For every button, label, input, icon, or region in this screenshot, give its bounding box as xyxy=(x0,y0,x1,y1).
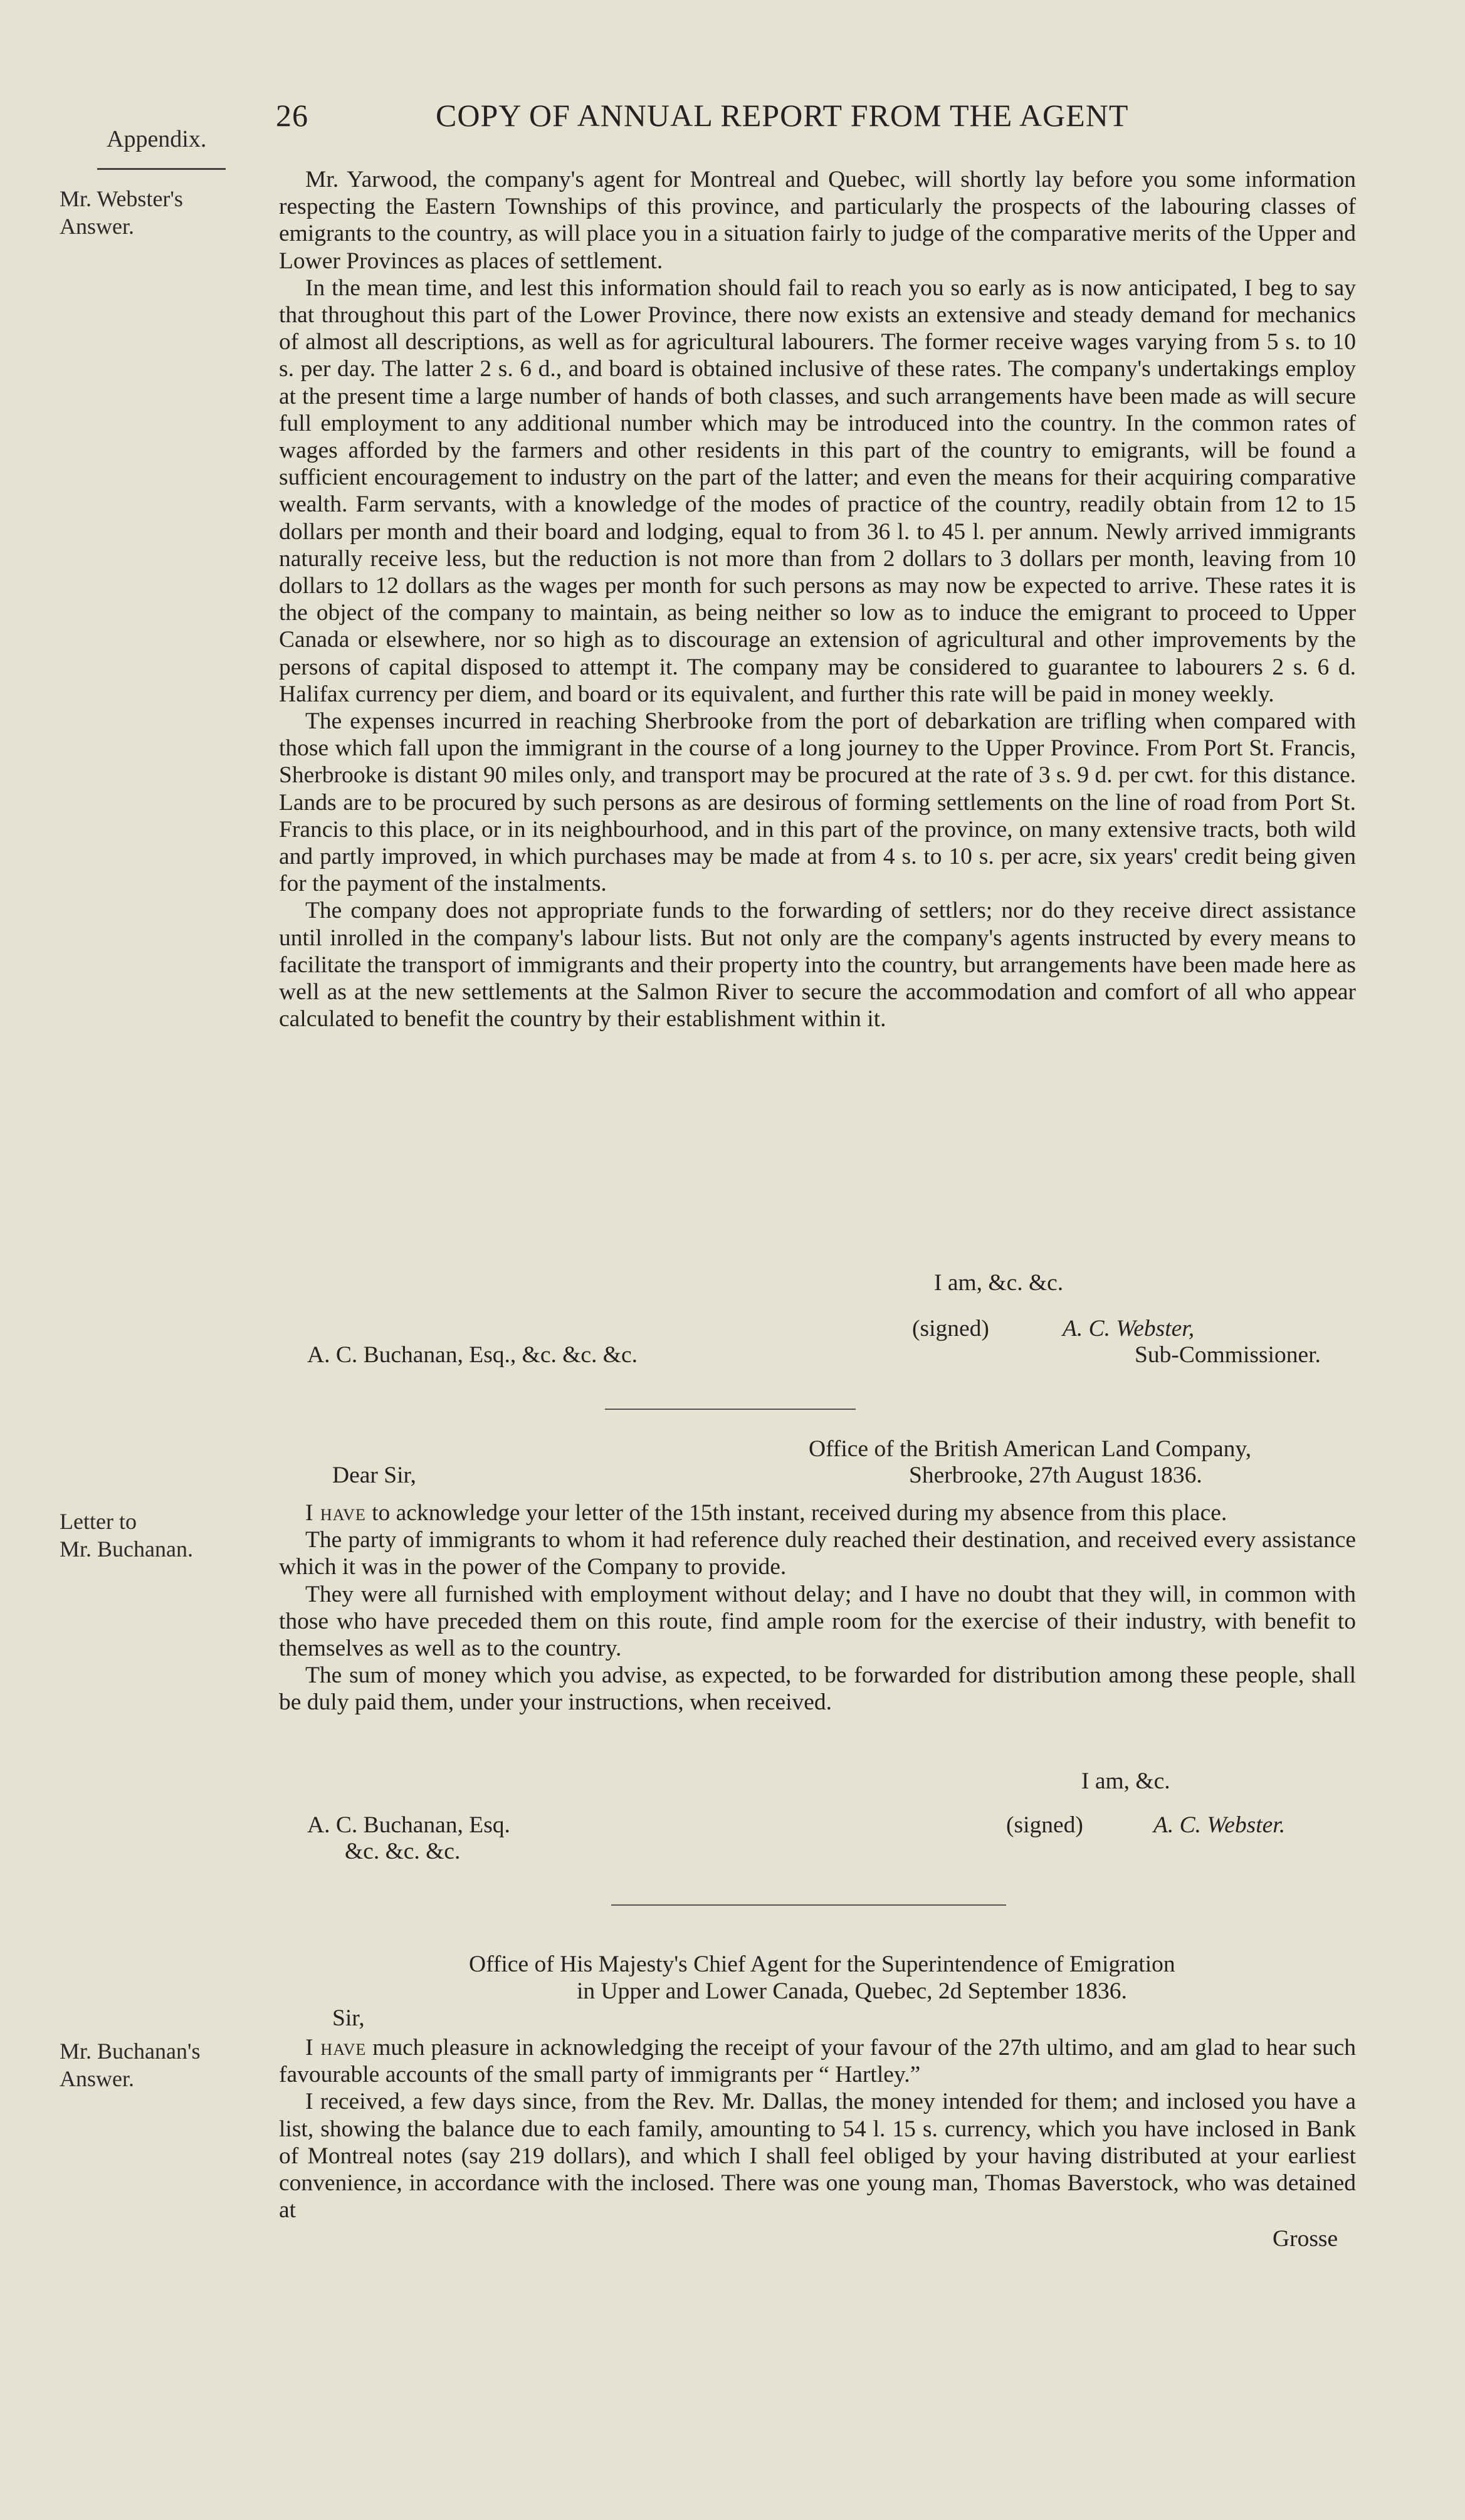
letter1-signed: (signed) xyxy=(912,1316,989,1341)
margin-note-letter-to-buchanan xyxy=(60,1508,193,1563)
letter1-closing: I am, &c. &c. xyxy=(934,1270,1064,1296)
letter1-body xyxy=(279,166,1356,1033)
catchword: Grosse xyxy=(1273,2226,1338,2252)
paragraph: Mr. Yarwood, the company's agent for Montreal and Quebec, will shortly lay before you some information respecting the Eastern Townships of this province, and particularly the prospects of the labouring classes of emigrants to the country, as will place you in a situation fairly to judge of the comparative merits of the Upper and Lower Provinces as places of settlement. xyxy=(279,167,1356,274)
section-divider xyxy=(605,1409,856,1410)
page-title: COPY OF ANNUAL REPORT FROM THE AGENT xyxy=(436,98,1129,133)
letter2-addressee2: &c. &c. &c. xyxy=(345,1839,461,1864)
paragraph xyxy=(279,2034,1356,2088)
paragraph: They were all furnished with employment without delay; and I have no doubt that they will, in common with those who have preceded them on this route, find ample room for the exercise of their industry, with benefit to themselves as well as to the country. xyxy=(279,1581,1356,1662)
paragraph: The party of immigrants to whom it had reference duly reached their destination, and received every assistance which it was in the power of the Company to provide. xyxy=(279,1527,1356,1580)
letter2-office-line2: Sherbrooke, 27th August 1836. xyxy=(909,1462,1202,1488)
margin-note-webster-answer xyxy=(60,185,183,240)
margin-note-line: Mr. Buchanan. xyxy=(60,1536,193,1562)
paragraph-text: to acknowledge your letter of the 15th instant, received during my absence from this place. xyxy=(365,1500,1227,1526)
letter2-salutation: Dear Sir, xyxy=(332,1462,416,1488)
letter3-salutation: Sir, xyxy=(332,2005,365,2031)
margin-note-line: Answer. xyxy=(60,214,134,239)
page-number: 26 xyxy=(276,98,308,133)
letter2-closing: I am, &c. xyxy=(1081,1768,1170,1794)
letter1-addressee: A. C. Buchanan, Esq., &c. &c. &c. xyxy=(307,1342,638,1368)
opening-word: I have xyxy=(305,2035,367,2061)
letter2-addressee: A. C. Buchanan, Esq. xyxy=(307,1812,510,1838)
section-divider xyxy=(611,1904,1006,1906)
paragraph: In the mean time, and lest this information should fail to reach you so early as is now anticipated, I beg to say that throughout this part of the Lower Province, there now exists an extensive and steady demand for mechanics of almost all descriptions, as well as for agricultural labourers. The former receive wages varying from 5 s. to 10 s. per day. The latter 2 s. 6 d., and board is obtained inclusive of these rates. The company's undertakings employ at the present time a large number of hands of both classes, and such arrangements have been made as will secure full employment to any additional number which may be introduced into the country. In the common rates of wages afforded by the farmers and other residents in this part of the country to emigrants, will be found a sufficient encouragement to industry on the part of the latter; and even the means for their acquiring comparative wealth. Farm servants, with a knowledge of the modes of practice of the country, readily obtain from 12 to 15 dollars per month and their board and lodging, equal to from 36 l. to 45 l. per annum. Newly arrived immigrants naturally receive less, but the reduction is not more than from 2 dollars to 3 dollars per month, leaving from 10 dollars to 12 dollars as the wages per month for such persons as may now be expected to arrive. These rates it is the object of the company to maintain, as being neither so low as to induce the emigrant to proceed to Upper Canada or elsewhere, nor so high as to discourage an extension of agricultural and other improvements by the persons of capital disposed to attempt it. The company may be considered to guarantee to labourers 2 s. 6 d. Halifax currency per diem, and board or its equivalent, and further this rate will be paid in money weekly. xyxy=(279,275,1356,707)
margin-note-line: Mr. Webster's xyxy=(60,186,183,211)
letter2-signature: A. C. Webster. xyxy=(1153,1812,1286,1838)
paragraph: The company does not appropriate funds to the forwarding of settlers; nor do they receive direct assistance until inrolled in the company's labour lists. But not only are the company's agents instructed by every means to facilitate the transport of immigrants and their property into the country, but arrangements have been made here as well as at the new settlements at the Salmon River to secure the accommodation and comfort of all who appear calculated to benefit the country by their establishment within it. xyxy=(279,898,1356,1032)
paragraph xyxy=(279,1499,1356,1526)
letter2-body xyxy=(279,1499,1356,1716)
letter2-office-line1: Office of the British American Land Company, xyxy=(809,1436,1252,1462)
margin-note-line: Answer. xyxy=(60,2066,134,2091)
appendix-label: Appendix. xyxy=(107,126,207,152)
margin-note-buchanan-answer xyxy=(60,2037,200,2092)
letter3-office-line1: Office of His Majesty's Chief Agent for the Superintendence of Emigration xyxy=(469,1951,1175,1977)
letter1-role: Sub-Commissioner. xyxy=(1135,1342,1321,1368)
margin-note-line: Letter to xyxy=(60,1509,137,1534)
letter2-signed: (signed) xyxy=(1006,1812,1083,1838)
appendix-rule xyxy=(97,168,226,170)
letter3-body xyxy=(279,2034,1356,2223)
paragraph: I received, a few days since, from the Rev. Mr. Dallas, the money intended for them; and inclosed you have a list, showing the balance due to each family, amounting to 54 l. 15 s. currency, which you have inclosed in Bank of Montreal notes (say 219 dollars), and which I shall feel obliged by your having distributed at your earliest convenience, in accordance with the inclosed. There was one young man, Thomas Baverstock, who was detained at xyxy=(279,2089,1356,2223)
paragraph-text: much pleasure in acknowledging the receipt of your favour of the 27th ultimo, and am glad to hear such favourable accounts of the small party of immigrants per “ Hartley.” xyxy=(279,2035,1356,2088)
letter1-signature: A. C. Webster, xyxy=(1063,1316,1195,1341)
opening-word: I have xyxy=(305,1500,366,1526)
letter3-office-line2: in Upper and Lower Canada, Quebec, 2d September 1836. xyxy=(577,1978,1127,2004)
margin-note-line: Mr. Buchanan's xyxy=(60,2039,201,2064)
paragraph: The sum of money which you advise, as expected, to be forwarded for distribution among these people, shall be duly paid them, under your instructions, when received. xyxy=(279,1662,1356,1716)
paragraph: The expenses incurred in reaching Sherbrooke from the port of debarkation are trifling when compared with those which fall upon the immigrant in the course of a long journey to the Upper Province. From Port St. Francis, Sherbrooke is distant 90 miles only, and transport may be procured at the rate of 3 s. 9 d. per cwt. for this distance. Lands are to be procured by such persons as are desirous of forming settlements on the line of road from Port St. Francis to this place, or in its neighbourhood, and in this part of the province, on many extensive tracts, both wild and partly improved, in which purchases may be made at from 4 s. to 10 s. per acre, six years' credit being given for the payment of the instalments. xyxy=(279,708,1356,897)
